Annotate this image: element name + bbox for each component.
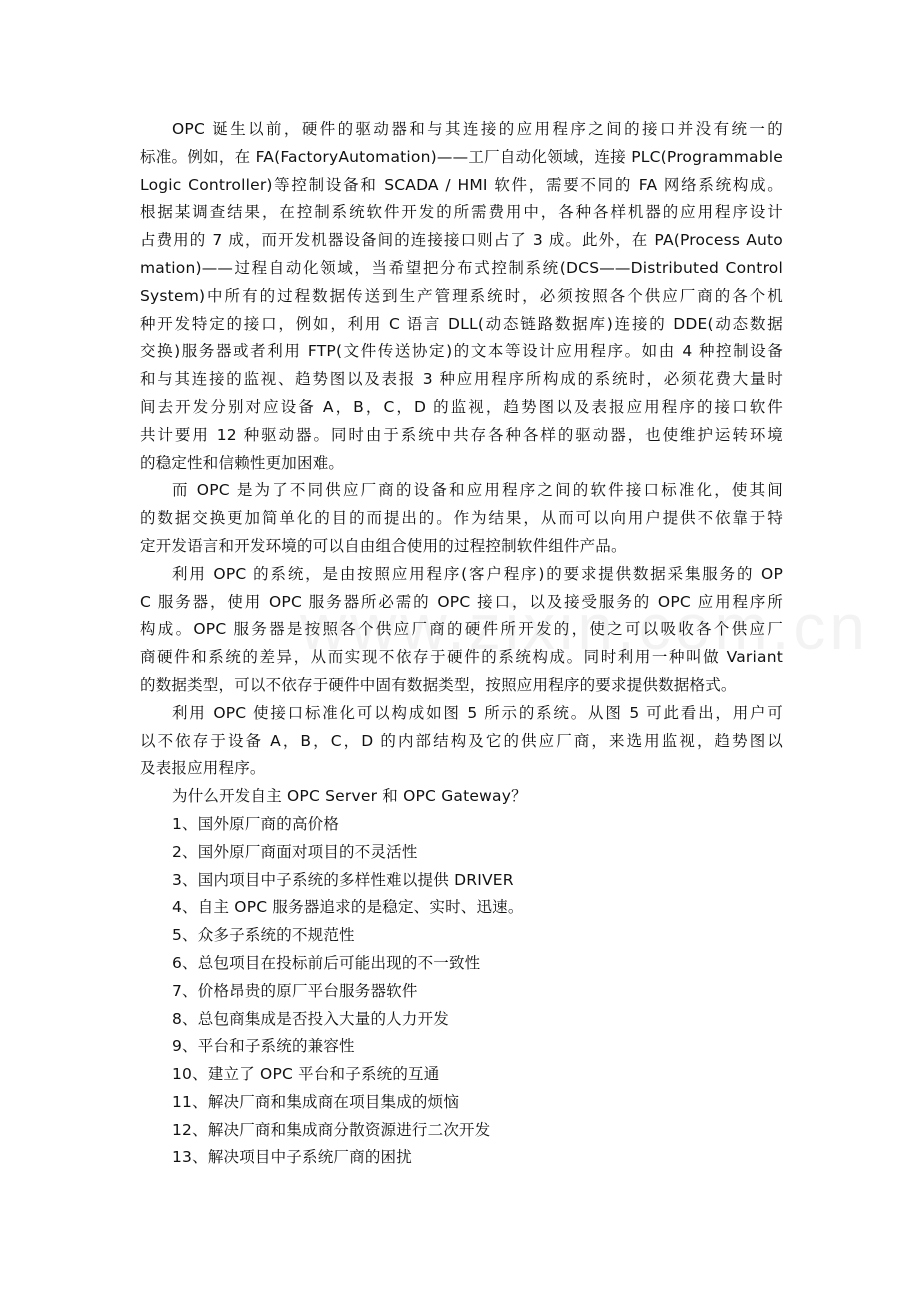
paragraph-line: 定开发语言和开发环境的可以自由组合使用的过程控制软件组件产品。 (140, 536, 627, 555)
paragraph-line: 而 OPC 是为了不同供应厂商的设备和应用程序之间的软件接口标准化，使其间 (172, 481, 783, 500)
list-item: 4、自主 OPC 服务器追求的是稳定、实时、迅速。 (172, 898, 524, 917)
list-item: 1、国外原厂商的高价格 (172, 814, 340, 833)
paragraph (140, 700, 783, 783)
list-item: 12、解决厂商和集成商分散资源进行二次开发 (172, 1120, 491, 1139)
paragraph (140, 477, 783, 560)
paragraph-line: 利用 OPC 使接口标准化可以构成如图 5 所示的系统。从图 5 可此看出，用户可 (172, 703, 783, 722)
paragraph-line: 利用 OPC 的系统，是由按照应用程序(客户程序)的要求提供数据采集服务的 OP (172, 564, 783, 583)
paragraph-line: 占费用的 7 成，而开发机器设备间的连接接口则占了 3 成。此外，在 PA(Process Auto (140, 231, 783, 250)
paragraph-line: 和与其连接的监视、趋势图以及表报 3 种应用程序所构成的系统时，必须花费大量时 (140, 370, 783, 389)
paragraph-line: 商硬件和系统的差异，从而实现不依存于硬件的系统构成。同时利用一种叫做 Variant (140, 648, 783, 667)
list-item: 7、价格昂贵的原厂平台服务器软件 (172, 981, 418, 1000)
paragraph (140, 561, 783, 700)
paragraph-line: 交换)服务器或者利用 FTP(文件传送协定)的文本等设计应用程序。如由 4 种控制设备 (140, 342, 783, 361)
list-item: 6、总包项目在投标前后可能出现的不一致性 (172, 953, 481, 972)
paragraph-line: Logic Controller)等控制设备和 SCADA / HMI 软件，需要不同的 FA 网络系统构成。 (140, 175, 783, 194)
paragraph-line: 根据某调查结果，在控制系统软件开发的所需费用中，各种各样机器的应用程序设计 (140, 203, 783, 222)
paragraph-line: 以不依存于设备 A，B，C，D 的内部结构及它的供应厂商，来选用监视，趋势图以 (140, 731, 783, 750)
paragraph-line: 为什么开发自主 OPC Server 和 OPC Gateway？ (172, 787, 527, 806)
list-item: 2、国外原厂商面对项目的不灵活性 (172, 842, 418, 861)
paragraph-line: 的数据交换更加简单化的目的而提出的。作为结果，从而可以向用户提供不依靠于特 (140, 509, 783, 528)
list-item: 11、解决厂商和集成商在项目集成的烦恼 (172, 1092, 460, 1111)
list-item: 13、解决项目中子系统厂商的困扰 (172, 1148, 412, 1167)
paragraph-line: 构成。OPC 服务器是按照各个供应厂商的硬件所开发的，使之可以吸收各个供应厂 (140, 620, 783, 639)
paragraph-line: 共计要用 12 种驱动器。同时由于系统中共存各种各样的驱动器，也使维护运转环境 (140, 425, 783, 444)
paragraph (140, 116, 783, 477)
document-body (140, 116, 783, 1172)
paragraph-line: 间去开发分别对应设备 A，B，C，D 的监视，趋势图以及表报应用程序的接口软件 (140, 397, 783, 416)
paragraph-line: 种开发特定的接口，例如，利用 C 语言 DLL(动态链路数据库)连接的 DDE(动态数据 (140, 314, 783, 333)
reasons-list (140, 811, 783, 1172)
paragraph-line: mation)——过程自动化领域，当希望把分布式控制系统(DCS——Distributed Control (140, 258, 783, 277)
paragraph-line: 的稳定性和信赖性更加困难。 (140, 453, 345, 472)
paragraph-line: 标准。例如，在 FA(FactoryAutomation)——工厂自动化领域，连接 PLC(Programmable (140, 147, 783, 166)
paragraph-line: 的数据类型，可以不依存于硬件中固有数据类型，按照应用程序的要求提供数据格式。 (140, 675, 737, 694)
list-item: 8、总包商集成是否投入大量的人力开发 (172, 1009, 449, 1028)
list-item: 3、国内项目中子系统的多样性难以提供 DRIVER (172, 870, 514, 889)
list-item: 9、平台和子系统的兼容性 (172, 1037, 355, 1056)
paragraph-line: 及表报应用程序。 (140, 759, 266, 778)
list-item: 10、建立了 OPC 平台和子系统的互通 (172, 1065, 440, 1084)
paragraph (140, 783, 783, 811)
list-item: 5、众多子系统的不规范性 (172, 926, 355, 945)
paragraph-line: OPC 诞生以前，硬件的驱动器和与其连接的应用程序之间的接口并没有统一的 (172, 120, 783, 138)
paragraph-line: System)中所有的过程数据传送到生产管理系统时，必须按照各个供应厂商的各个机 (140, 286, 783, 305)
paragraph-line: C 服务器，使用 OPC 服务器所必需的 OPC 接口，以及接受服务的 OPC 应用程序所 (140, 592, 783, 611)
